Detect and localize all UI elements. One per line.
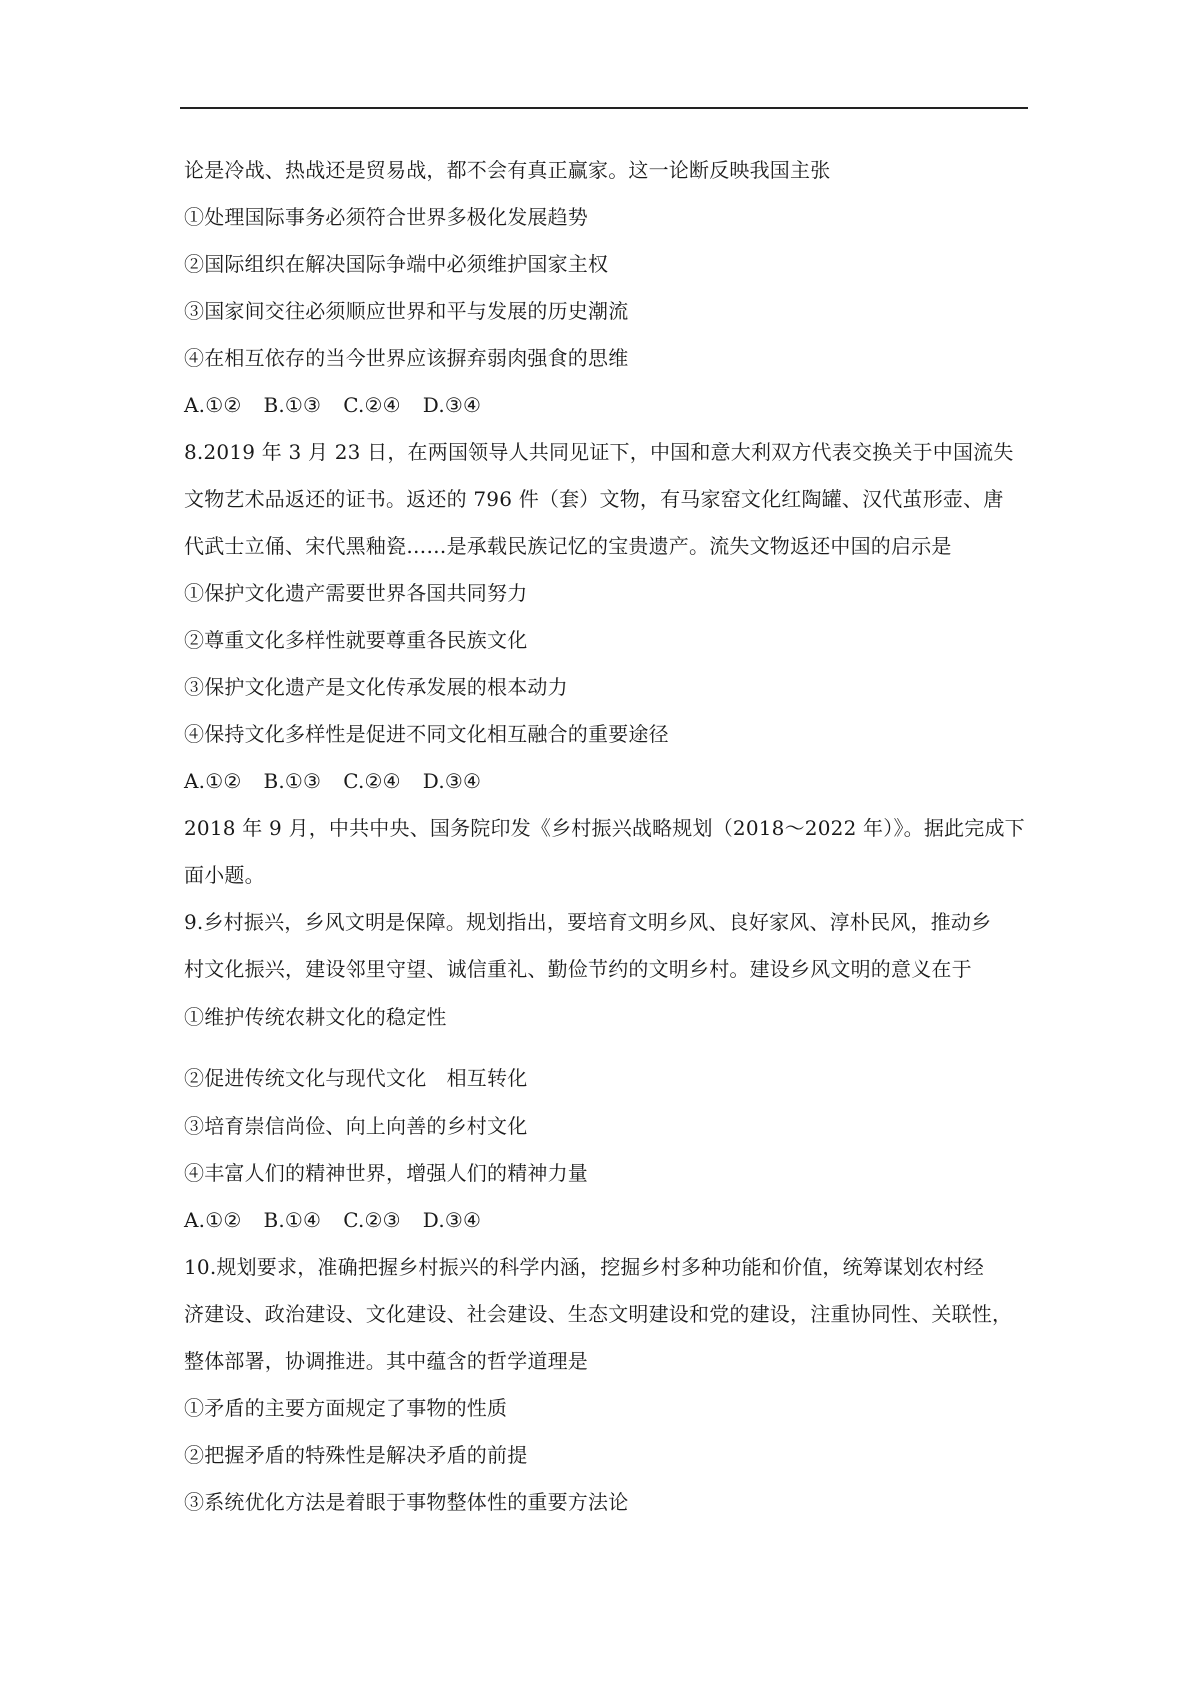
option-a: A.①②	[184, 769, 242, 793]
option-c: C.②④	[343, 769, 401, 793]
option-c: C.②③	[343, 1208, 401, 1232]
text-line: 面小题。	[184, 863, 265, 887]
text-line: 10.规划要求，准确把握乡村振兴的科学内涵，挖掘乡村多种功能和价值，统筹谋划农村经	[184, 1255, 985, 1279]
text-line: ②尊重文化多样性就要尊重各民族文化	[184, 628, 528, 652]
text-line: 文物艺术品返还的证书。返还的 796 件（套）文物，有马家窑文化红陶罐、汉代茧形壶、唐	[184, 487, 1004, 511]
text-line: 村文化振兴，建设邻里守望、诚信重礼、勤俭节约的文明乡村。建设乡风文明的意义在于	[184, 957, 972, 981]
text-line: 代武士立俑、宋代黑釉瓷……是承载民族记忆的宝贵遗产。流失文物返还中国的启示是	[184, 534, 952, 558]
text-line: ④丰富人们的精神世界，增强人们的精神力量	[184, 1161, 588, 1185]
text-line: 整体部署，协调推进。其中蕴含的哲学道理是	[184, 1349, 588, 1373]
text-line: ①处理国际事务必须符合世界多极化发展趋势	[184, 205, 588, 229]
text-line: 2018 年 9 月，中共中央、国务院印发《乡村振兴战略规划（2018～2022 年）》。据此完成下	[184, 816, 1025, 840]
option-d: D.③④	[422, 1208, 482, 1232]
text-line: ②国际组织在解决国际争端中必须维护国家主权	[184, 252, 609, 276]
answer-options-q8	[184, 767, 503, 795]
text-line: ③系统优化方法是着眼于事物整体性的重要方法论	[184, 1490, 629, 1514]
text-line: 8.2019 年 3 月 23 日，在两国领导人共同见证下，中国和意大利双方代表交换关于中国流失	[184, 440, 1014, 464]
option-b: B.①④	[263, 1208, 322, 1232]
option-d: D.③④	[422, 393, 482, 417]
option-b: B.①③	[263, 393, 322, 417]
text-line: ④在相互依存的当今世界应该摒弃弱肉强食的思维	[184, 346, 629, 370]
option-a: A.①②	[184, 393, 242, 417]
text-line: ④保持文化多样性是促进不同文化相互融合的重要途径	[184, 722, 669, 746]
answer-options-q9	[184, 1206, 503, 1234]
option-a: A.①②	[184, 1208, 242, 1232]
text-line: ③培育崇信尚俭、向上向善的乡村文化	[184, 1114, 528, 1138]
text-line: 论是冷战、热战还是贸易战，都不会有真正赢家。这一论断反映我国主张	[184, 158, 831, 182]
text-line: ①保护文化遗产需要世界各国共同努力	[184, 581, 528, 605]
answer-options-q7	[184, 391, 503, 419]
option-b: B.①③	[263, 769, 322, 793]
text-line: ①矛盾的主要方面规定了事物的性质	[184, 1396, 508, 1420]
text-line: ①维护传统农耕文化的稳定性	[184, 1005, 447, 1029]
option-d: D.③④	[422, 769, 482, 793]
text-line: 济建设、政治建设、文化建设、社会建设、生态文明建设和党的建设，注重协同性、关联性，	[184, 1302, 1013, 1326]
header-rule	[180, 107, 1028, 109]
text-line: 9.乡村振兴，乡风文明是保障。规划指出，要培育文明乡风、良好家风、淳朴民风，推动乡	[184, 910, 992, 934]
text-line: ③保护文化遗产是文化传承发展的根本动力	[184, 675, 568, 699]
text-line: ②促进传统文化与现代文化 相互转化	[184, 1066, 528, 1090]
text-line: ②把握矛盾的特殊性是解决矛盾的前提	[184, 1443, 528, 1467]
text-line: ③国家间交往必须顺应世界和平与发展的历史潮流	[184, 299, 629, 323]
option-c: C.②④	[343, 393, 401, 417]
